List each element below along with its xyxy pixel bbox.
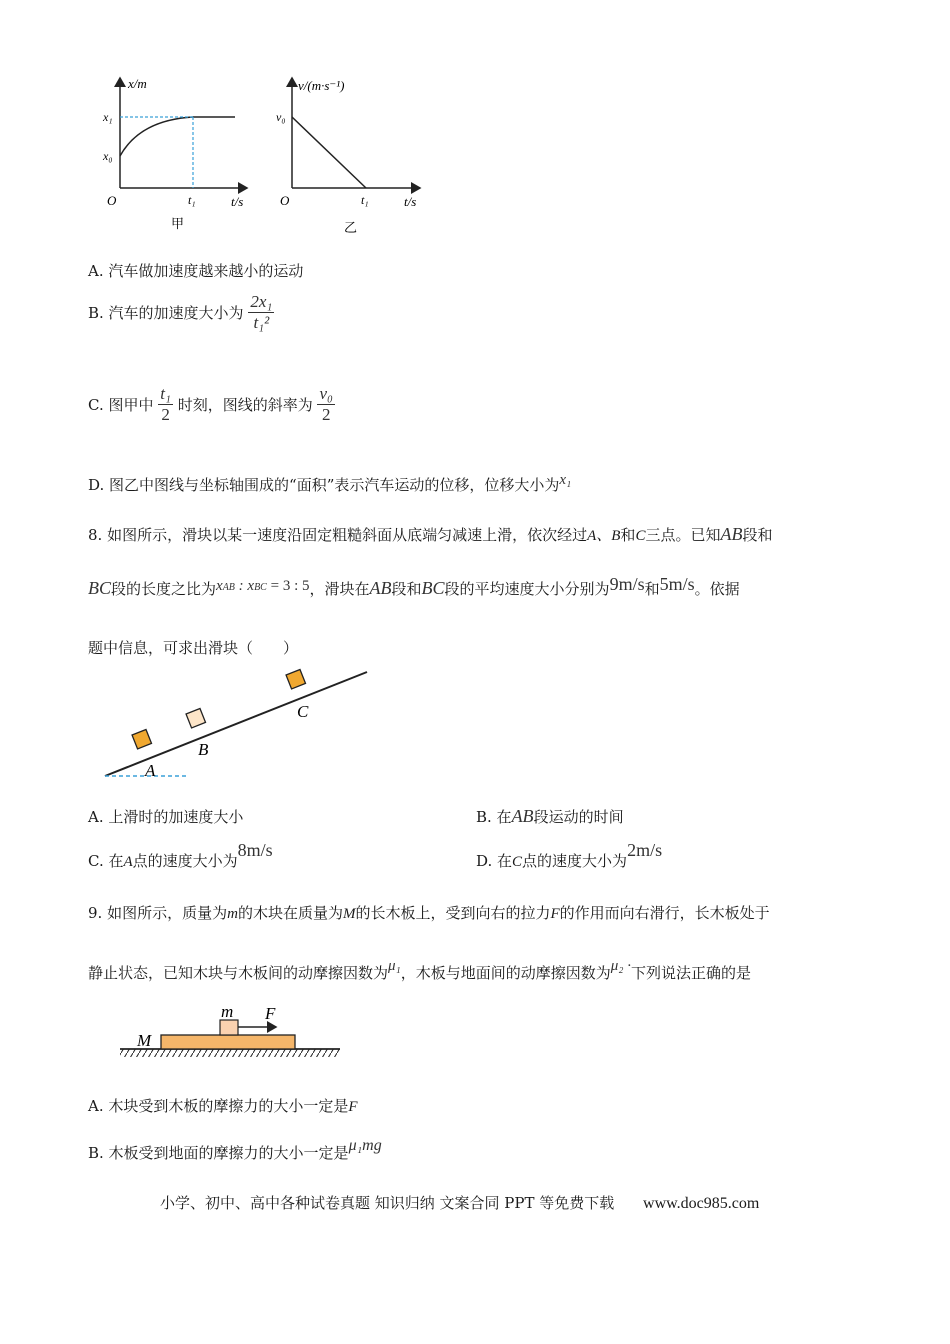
q8-optc-pre: C. 在 [88, 852, 124, 870]
origin-label: O [280, 193, 290, 208]
tick-v0: v₀ [276, 110, 286, 124]
q9-optb-math: μ₁mg [348, 1137, 382, 1154]
tick-x0: x₀ [103, 149, 113, 163]
q8-optc-point: A [123, 854, 133, 870]
q8-optb-ab: AB [511, 806, 534, 826]
frac-denominator: t₁² [253, 313, 270, 332]
velocity-line [292, 117, 366, 188]
label-a: A [145, 761, 156, 780]
q7-option-d [88, 474, 571, 495]
q8-line-1 [88, 524, 772, 545]
frac-denominator: 2 [321, 405, 331, 424]
q8-l1-c: C [635, 528, 646, 544]
ratio-value: = 3 : 5 [266, 578, 310, 594]
q7-option-b-fraction [248, 292, 274, 333]
block-a [132, 729, 151, 748]
q7-option-c-fraction-1 [158, 384, 173, 425]
q8-l1-and: 和 [620, 526, 636, 544]
q9-opta-text: A. 木块受到木板的摩擦力的大小一定是 [88, 1097, 349, 1115]
q8-l2-speed1: 9m/s [609, 574, 645, 594]
q8-optb-post: 段运动的时间 [533, 808, 624, 826]
graph-jia [95, 70, 265, 240]
ratio-sub-ab: AB [222, 582, 235, 593]
q8-optd-point: C [512, 854, 523, 870]
q8-incline-figure [95, 665, 385, 785]
q7-option-c-pre: C. 图甲中 [88, 396, 154, 414]
tick-t1: t₁ [188, 193, 196, 207]
graph-yi [268, 70, 438, 240]
q7-option-b [88, 292, 274, 333]
q8-optc-mid: 点的速度大小为 [132, 852, 238, 870]
q9-optb-text: B. 木板受到地面的摩擦力的大小一定是 [88, 1144, 349, 1162]
y-axis-label: v/(m·s⁻¹) [298, 78, 345, 93]
q7-option-d-math: x₁ [559, 472, 572, 488]
q8-line-2 [88, 574, 740, 599]
label-b: B [198, 740, 209, 759]
y-axis-label: x/m [128, 76, 147, 91]
q8-l2-f: ，滑块在 [309, 580, 370, 598]
q9-l1-d: 的作用而向右滑行，长木板处于 [559, 904, 770, 922]
wood-block [220, 1020, 238, 1035]
q7-option-b-text: B. 汽车的加速度大小为 [88, 304, 244, 322]
label-M: M [137, 1031, 152, 1050]
q9-l2-c: 下列说法正确的是 [631, 964, 752, 982]
q9-l1-F: F [550, 906, 560, 922]
footer-url[interactable]: www.doc985.com [643, 1195, 760, 1212]
position-curve [120, 117, 235, 156]
frac-numerator: 2x₁ [250, 292, 273, 311]
q8-optd-pre: D. 在 [476, 852, 513, 870]
block-b [186, 708, 205, 727]
q8-l1-g: 段和 [742, 526, 773, 544]
frac-numerator: t₁ [160, 384, 171, 403]
label-c: C [297, 702, 309, 721]
tick-t1: t₁ [361, 193, 369, 207]
q9-l2-mu2: μ₂ · [610, 958, 632, 974]
q8-line-3: 题中信息，可求出滑块（ ） [88, 639, 299, 657]
q8-l2-bc2: BC [421, 578, 445, 598]
q8-l1-e: 三点。已知 [645, 526, 721, 544]
label-F: F [265, 1004, 276, 1023]
long-board [161, 1035, 295, 1049]
label-m: m [221, 1003, 234, 1021]
q8-optd-mid: 点的速度大小为 [522, 852, 628, 870]
q9-option-b [88, 1137, 382, 1163]
q9-l2-a: 静止状态，已知木块与木板间的动摩擦因数为 [88, 964, 389, 982]
q8-option-d [476, 840, 663, 871]
q9-board-figure [115, 1003, 345, 1061]
q8-l2-h: 段和 [391, 580, 422, 598]
q8-l1-points: A、B [587, 528, 621, 544]
q9-option-a [88, 1095, 358, 1116]
caption-jia: 甲 [171, 216, 185, 231]
q7-option-c-fraction-2 [317, 384, 334, 425]
q9-opta-F: F [348, 1099, 358, 1115]
q9-l1-c: 的长木板上，受到向右的拉力 [355, 904, 551, 922]
q8-l2-j: 段的平均速度大小分别为 [444, 580, 610, 598]
ratio-x1: x [216, 578, 223, 594]
q8-option-b [476, 806, 624, 827]
frac-denominator: 2 [161, 405, 170, 424]
q8-option-c [88, 840, 273, 871]
ground-hatch [120, 1049, 340, 1057]
q8-l2-ab: AB [369, 578, 392, 598]
q8-option-a: A. 上滑时的加速度大小 [88, 808, 244, 826]
x-axis-label: t/s [404, 194, 417, 209]
q8-optd-value: 2m/s [627, 840, 663, 860]
q7-option-c-mid: 时刻，图线的斜率为 [177, 396, 313, 414]
frac-numerator: v₀ [319, 384, 333, 403]
q9-l1-M: M [342, 906, 356, 922]
q9-line-2 [88, 958, 752, 983]
footer-text: 小学、初中、高中各种试卷真题 知识归纳 文案合同 PPT 等免费下载 [160, 1194, 615, 1212]
q9-l2-mu1: μ₁ [388, 958, 401, 974]
q9-l2-b: ，木板与地面间的动摩擦因数为 [400, 964, 611, 982]
ratio-x2: : x [234, 578, 255, 594]
x-axis-label: t/s [231, 194, 244, 209]
origin-label: O [107, 193, 117, 208]
tick-x1: x₁ [103, 110, 113, 124]
footer [160, 1192, 759, 1213]
q7-option-d-text: D. 图乙中图线与坐标轴围成的“面积”表示汽车运动的位移，位移大小为 [88, 476, 560, 494]
q9-l1-a: 9. 如图所示，质量为 [88, 904, 228, 922]
q8-l1-ab: AB [720, 524, 743, 544]
q8-optb-pre: B. 在 [476, 808, 512, 826]
q7-option-a: A. 汽车做加速度越来越小的运动 [88, 262, 304, 280]
q9-l1-b: 的木块在质量为 [237, 904, 343, 922]
block-c [286, 669, 305, 688]
caption-yi: 乙 [344, 220, 358, 235]
q9-l1-m: m [227, 906, 238, 922]
q8-l2-and: 和 [644, 580, 660, 598]
q9-line-1 [88, 902, 770, 923]
q8-ratio [216, 578, 309, 594]
q8-l2-b: 段的长度之比为 [111, 580, 217, 598]
q8-l2-speed2: 5m/s [659, 574, 695, 594]
q8-optc-value: 8m/s [237, 840, 273, 860]
q8-l2-bc: BC [88, 578, 112, 598]
ratio-sub-bc: BC [254, 582, 267, 593]
q7-option-c [88, 384, 335, 425]
q8-l2-n: 。依据 [694, 580, 740, 598]
q8-l1-a: 8. 如图所示，滑块以某一速度沿固定粗糙斜面从底端匀减速上滑，依次经过 [88, 526, 588, 544]
